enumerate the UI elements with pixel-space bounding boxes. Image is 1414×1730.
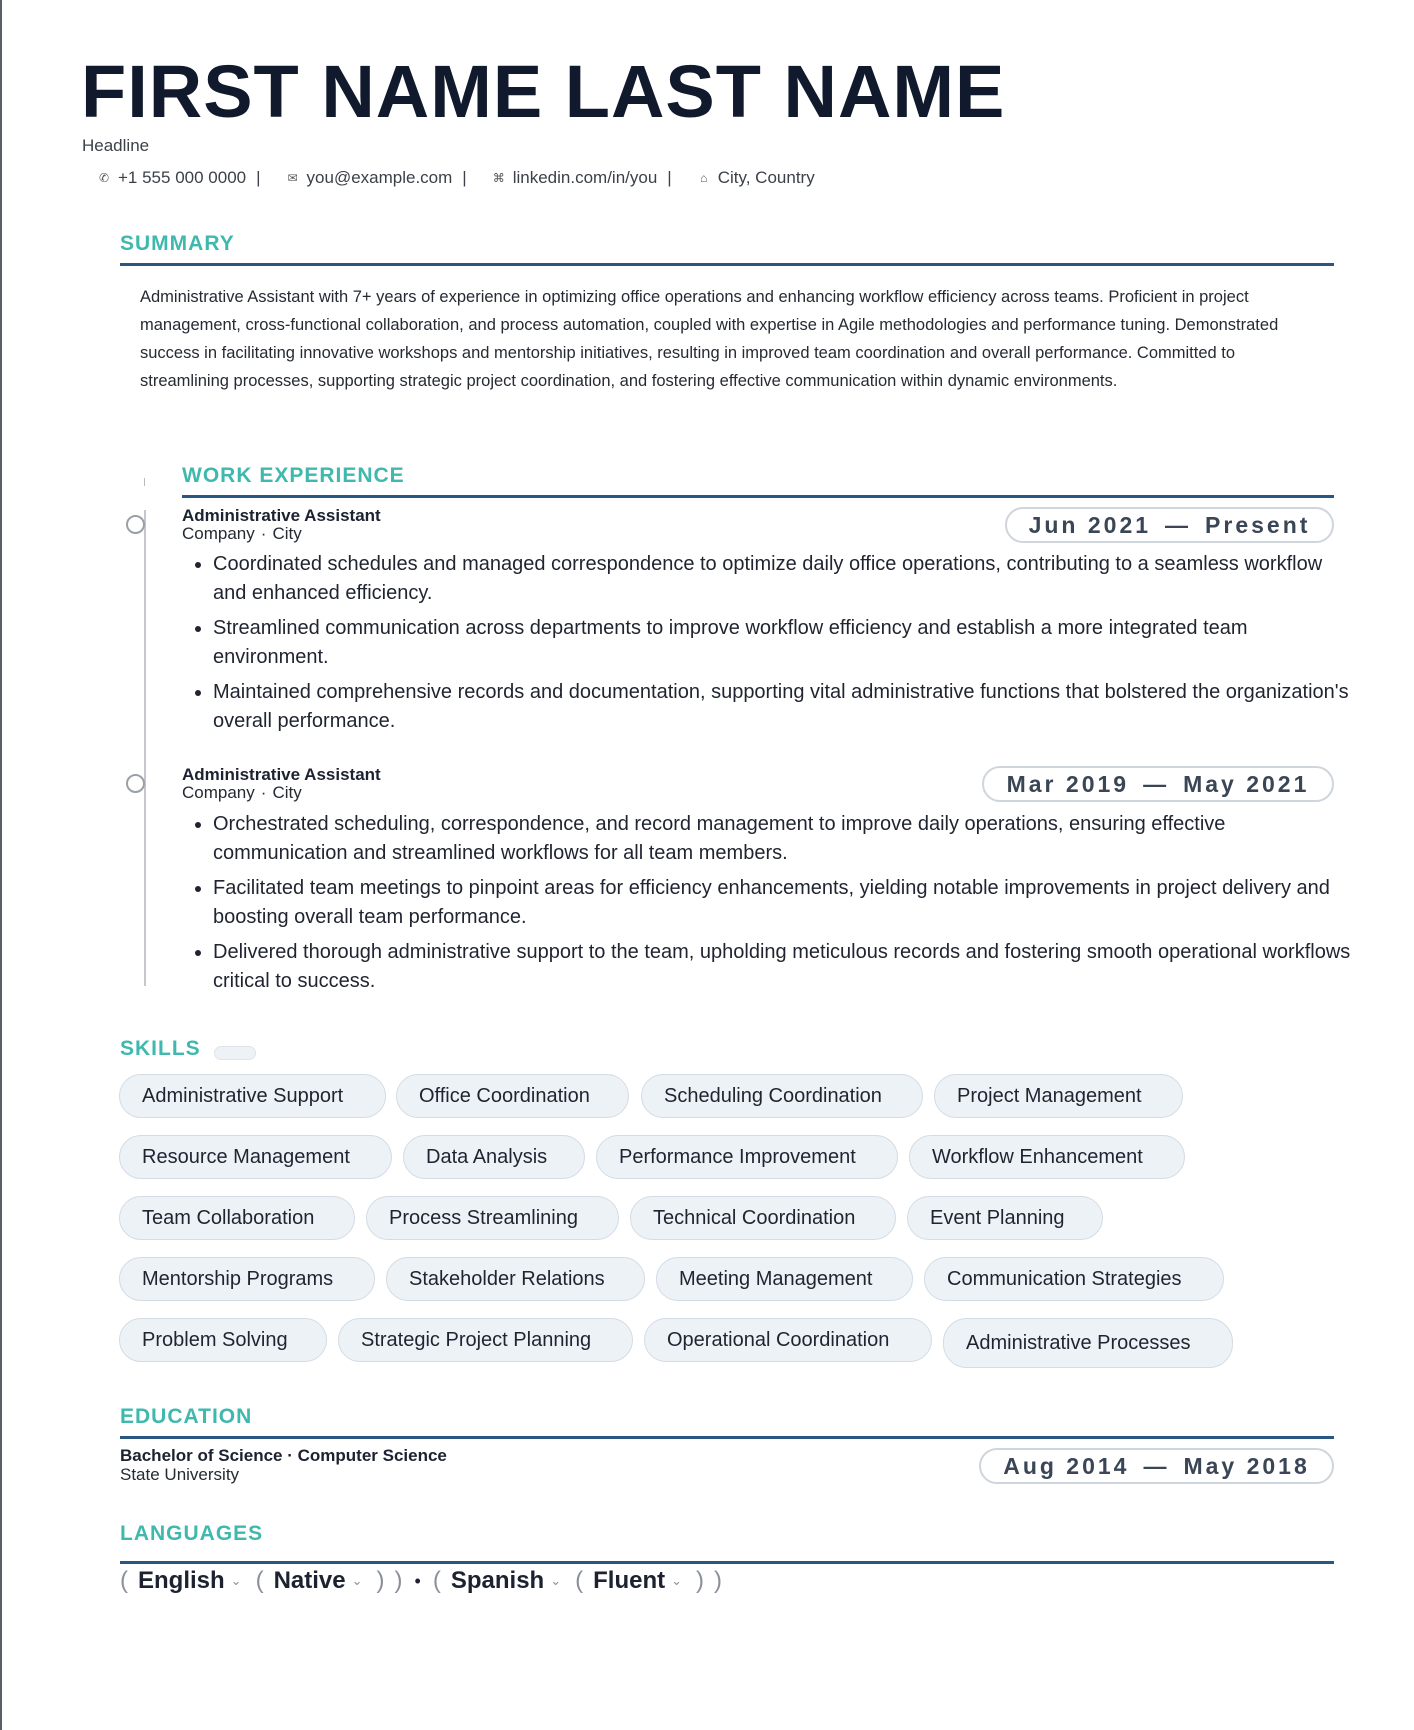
list-item: • Streamlined communication across departments to improve workflow efficiency and establish a more integrated team environment.	[213, 614, 1359, 672]
list-item: • Orchestrated scheduling, correspondence, and record management to improve daily operations, ensuring effective communication and streamlined workflows for all team members.	[213, 810, 1359, 868]
list-item: • Coordinated schedules and managed correspondence to optimize daily office operations, contributing to a seamless workflow and enhanced efficiency.	[213, 550, 1359, 608]
language-separator: •	[414, 1570, 421, 1591]
skill-chip: Office Coordination	[396, 1074, 629, 1118]
skill-chip: Mentorship Programs	[119, 1257, 375, 1301]
headline: Headline	[82, 136, 150, 155]
date-dash: —	[1143, 770, 1170, 797]
skill-chip: Administrative Processes	[943, 1318, 1233, 1368]
job-company-city	[182, 783, 302, 803]
education-start-date: Aug 2014	[1003, 1452, 1130, 1479]
skill-chip: Administrative Support	[119, 1074, 386, 1118]
job-company: Company	[182, 524, 255, 543]
skill-chip: Data Analysis	[403, 1135, 585, 1179]
contact-email[interactable]	[279, 168, 485, 188]
job-start-date: Mar 2019	[1006, 770, 1130, 797]
job-bullet-list	[186, 550, 1359, 742]
timeline-tick	[144, 478, 145, 486]
skill-chip: Communication Strategies	[924, 1257, 1224, 1301]
email-icon: ✉	[287, 171, 298, 185]
job-title: Administrative Assistant	[182, 506, 381, 525]
chevron-down-icon[interactable]: ⌄	[351, 1573, 363, 1588]
skill-chip: Project Management	[934, 1074, 1183, 1118]
education-school: State University	[120, 1465, 240, 1484]
skill-chip: Event Planning	[907, 1196, 1103, 1240]
contact-separator: |	[667, 168, 672, 187]
summary-heading: SUMMARY	[120, 232, 235, 255]
skill-chip: Resource Management	[119, 1135, 392, 1179]
chevron-down-icon[interactable]: ⌄	[550, 1573, 562, 1588]
language-level: Native	[273, 1567, 346, 1594]
chevron-down-icon[interactable]: ⌄	[230, 1573, 242, 1588]
skills-heading: SKILLS	[120, 1037, 201, 1060]
education-heading: EDUCATION	[120, 1405, 253, 1428]
language-name: English	[138, 1567, 225, 1594]
skill-chip: Workflow Enhancement	[909, 1135, 1185, 1179]
experience-rule	[182, 495, 1334, 498]
paren: (	[120, 1567, 128, 1594]
skill-chip: Problem Solving	[119, 1318, 327, 1362]
language-level: Fluent	[593, 1567, 666, 1594]
summary-rule	[120, 263, 1334, 266]
contact-phone[interactable]	[90, 168, 279, 188]
skill-chip: Strategic Project Planning	[338, 1318, 633, 1362]
job-separator: ·	[260, 783, 267, 802]
skill-chip: Technical Coordination	[630, 1196, 896, 1240]
job-city: City	[272, 783, 302, 802]
contact-separator: |	[256, 168, 261, 187]
education-degree: Bachelor of Science · Computer Science	[120, 1446, 447, 1465]
job-date-badge	[1005, 507, 1334, 543]
job-city: City	[272, 524, 302, 543]
job-start-date: Jun 2021	[1028, 511, 1152, 538]
paren: (	[575, 1567, 584, 1594]
chevron-down-icon[interactable]: ⌄	[671, 1573, 683, 1588]
paren: )	[376, 1567, 385, 1594]
skill-chip: Team Collaboration	[119, 1196, 355, 1240]
summary-text: Administrative Assistant with 7+ years of experience in optimizing office operations and enhancing workflow efficiency across teams. Proficient in project management, cross-functional collaboration, and process automation, coupled with expertise in Agile methodologies and performance tuning. Demonstrated success in facilitating innovative workshops and mentorship initiatives, resulting in improved team coordination and overall performance. Committed to streamlining processes, supporting strategic project coordination, and fostering effective communication within dynamic environments.	[140, 288, 1279, 390]
paren: (	[255, 1567, 264, 1594]
paren: )	[394, 1567, 403, 1594]
location-text: City, Country	[717, 168, 815, 187]
languages-heading: LANGUAGES	[120, 1522, 264, 1545]
list-item: • Delivered thorough administrative support to the team, upholding meticulous records and fostering smooth operational workflows critical to success.	[213, 938, 1359, 996]
job-end-date: May 2021	[1183, 770, 1310, 797]
job-end-date: Present	[1205, 511, 1311, 538]
skill-chip: Stakeholder Relations	[386, 1257, 645, 1301]
paren: (	[432, 1567, 441, 1594]
skill-chip: Meeting Management	[656, 1257, 913, 1301]
timeline-line	[144, 510, 146, 986]
paren: )	[714, 1567, 723, 1594]
skill-chip: Operational Coordination	[644, 1318, 932, 1362]
education-rule	[120, 1436, 1334, 1439]
phone-icon: ✆	[98, 171, 110, 185]
education-date-badge	[979, 1448, 1334, 1484]
languages-line	[120, 1567, 722, 1595]
timeline-node	[126, 774, 145, 793]
job-title: Administrative Assistant	[182, 765, 381, 784]
contact-line	[90, 168, 815, 188]
timeline-node	[126, 515, 145, 534]
contact-separator: |	[462, 168, 467, 187]
skill-chip: Scheduling Coordination	[641, 1074, 923, 1118]
list-item: • Maintained comprehensive records and documentation, supporting vital administrative functions that bolstered the organization's overall performance.	[213, 678, 1359, 736]
date-dash: —	[1165, 511, 1192, 538]
full-name: FIRST NAME LAST NAME	[81, 50, 1006, 133]
date-dash: —	[1143, 1452, 1170, 1479]
linkedin-icon: ⌘	[492, 171, 505, 185]
job-separator: ·	[260, 524, 267, 543]
phone-text: +1 555 000 0000	[118, 168, 247, 187]
contact-linkedin[interactable]	[485, 168, 690, 188]
linkedin-text: linkedin.com/in/you	[512, 168, 658, 187]
languages-rule	[120, 1561, 1334, 1564]
location-icon: ⌂	[700, 171, 708, 185]
language-name: Spanish	[450, 1567, 545, 1594]
experience-heading: WORK EXPERIENCE	[182, 464, 405, 487]
education-end-date: May 2018	[1183, 1452, 1310, 1479]
paren: )	[696, 1567, 705, 1594]
contact-location	[690, 168, 815, 188]
skill-chip: Process Streamlining	[366, 1196, 619, 1240]
job-company: Company	[182, 783, 255, 802]
list-item: • Facilitated team meetings to pinpoint areas for efficiency enhancements, yielding notable improvements in project delivery and boosting overall team performance.	[213, 874, 1359, 932]
job-bullet-list	[186, 810, 1359, 1002]
job-company-city	[182, 524, 302, 544]
job-date-badge	[982, 766, 1334, 802]
email-text: you@example.com	[306, 168, 453, 187]
skill-chip: Performance Improvement	[596, 1135, 898, 1179]
skills-bar	[214, 1046, 256, 1060]
